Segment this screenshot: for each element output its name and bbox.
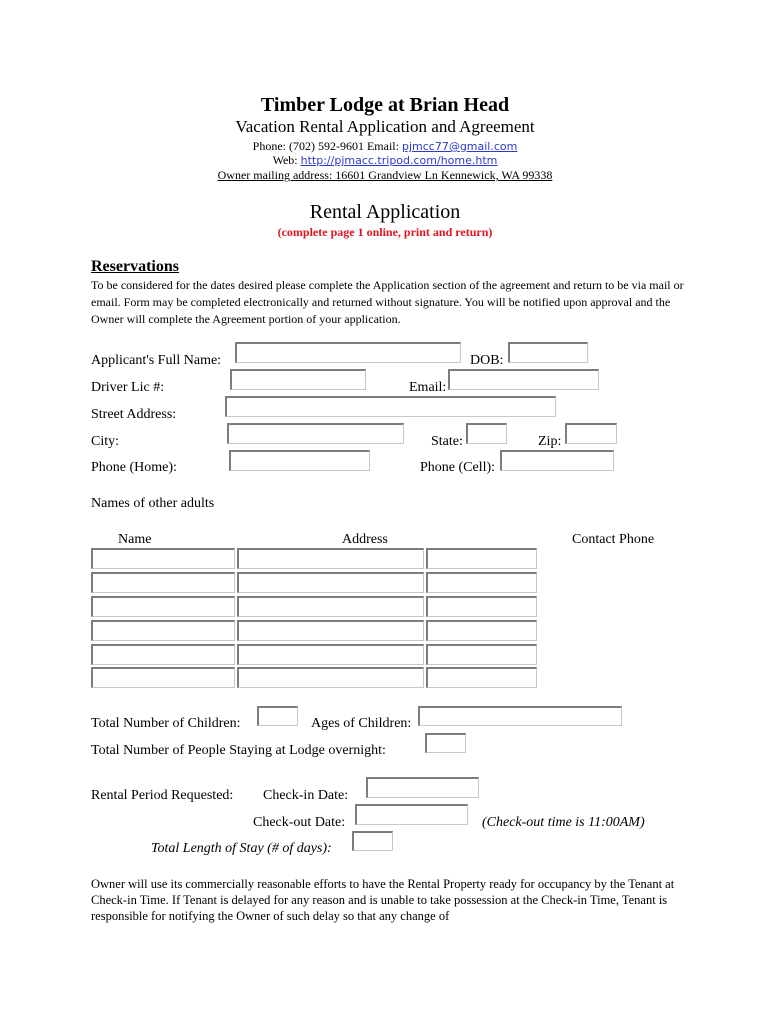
adult-name-input[interactable] [91,644,235,665]
web-line [0,153,770,168]
col-phone-header: Contact Phone [572,532,655,547]
adult-address-input[interactable] [237,644,424,665]
adult-phone-input[interactable] [426,572,537,593]
period-label: Rental Period Requested: [91,788,234,803]
email-link[interactable]: pjmcc77@gmail.com [401,140,518,153]
reservations-heading: Reservations [91,258,179,275]
phone-email-line [0,139,770,154]
length-input[interactable] [352,831,393,851]
checkout-input[interactable] [355,804,468,825]
reservations-paragraph: To be considered for the dates desired please complete the Application section of the agreement and return to be via mail or email. Form may be completed electronically and returned without signature. You will be notified upon approval and the Owner will complete the Agreement portion of your application. [91,278,684,326]
ages-label: Ages of Children: [311,716,412,731]
people-input[interactable] [425,733,466,753]
phone-cell-label: Phone (Cell): [420,460,496,475]
checkout-time-note: (Check-out time is 11:00AM) [482,815,645,830]
adult-address-input[interactable] [237,596,424,617]
page-subtitle: Vacation Rental Application and Agreement [235,117,535,136]
zip-label: Zip: [538,434,562,449]
instruction-note: (complete page 1 online, print and return) [277,225,493,239]
full-name-label: Applicant's Full Name: [91,353,222,368]
people-label: Total Number of People Staying at Lodge overnight: [91,743,386,758]
city-input[interactable] [227,423,404,444]
adult-phone-input[interactable] [426,644,537,665]
web-link[interactable]: http://pjmacc.tripod.com/home.htm [300,154,498,167]
adult-address-input[interactable] [237,620,424,641]
driver-lic-label: Driver Lic #: [91,380,165,395]
other-adults-label: Names of other adults [91,496,215,511]
adult-address-input[interactable] [237,548,424,569]
checkout-label: Check-out Date: [253,815,346,830]
adult-name-input[interactable] [91,620,235,641]
phone-home-label: Phone (Home): [91,460,177,475]
checkin-input[interactable] [366,777,479,798]
adult-phone-input[interactable] [426,548,537,569]
length-label: Total Length of Stay (# of days): [151,841,332,856]
city-label: City: [91,434,120,449]
adult-name-input[interactable] [91,596,235,617]
adult-address-input[interactable] [237,572,424,593]
adult-address-input[interactable] [237,667,424,688]
zip-input[interactable] [565,423,617,444]
state-label: State: [431,434,463,449]
children-input[interactable] [257,706,298,726]
phone-label: Phone: (702) 592-9601 Email: [252,139,402,153]
driver-lic-input[interactable] [230,369,366,390]
adult-phone-input[interactable] [426,620,537,641]
col-address-header: Address [342,532,388,547]
adult-name-input[interactable] [91,548,235,569]
street-label: Street Address: [91,407,177,422]
adult-name-input[interactable] [91,667,235,688]
footer-paragraph: Owner will use its commercially reasonable efforts to have the Rental Property ready for occupancy by the Tenant at Check-in Time. If Tenant is delayed for any reason and is unable to take possession at the Check-in Time, Tenant is responsible for notifying the Owner of such delay so that any change of [91,877,675,923]
state-input[interactable] [466,423,507,444]
phone-cell-input[interactable] [500,450,614,471]
dob-label: DOB: [470,353,504,368]
dob-input[interactable] [508,342,588,363]
ages-input[interactable] [418,706,622,726]
section-heading: Rental Application [309,201,461,223]
street-input[interactable] [225,396,556,417]
adult-phone-input[interactable] [426,596,537,617]
col-name-header: Name [118,532,152,547]
adult-name-input[interactable] [91,572,235,593]
email-label: Email: [409,380,447,395]
checkin-label: Check-in Date: [263,788,349,803]
children-label: Total Number of Children: [91,716,241,731]
adult-phone-input[interactable] [426,667,537,688]
email-input[interactable] [448,369,599,390]
mailing-address: Owner mailing address: 16601 Grandview Ln Kennewick, WA 99338 [217,168,553,182]
full-name-input[interactable] [235,342,461,363]
web-label: Web: [272,153,301,167]
page-title: Timber Lodge at Brian Head [260,94,510,116]
phone-home-input[interactable] [229,450,370,471]
